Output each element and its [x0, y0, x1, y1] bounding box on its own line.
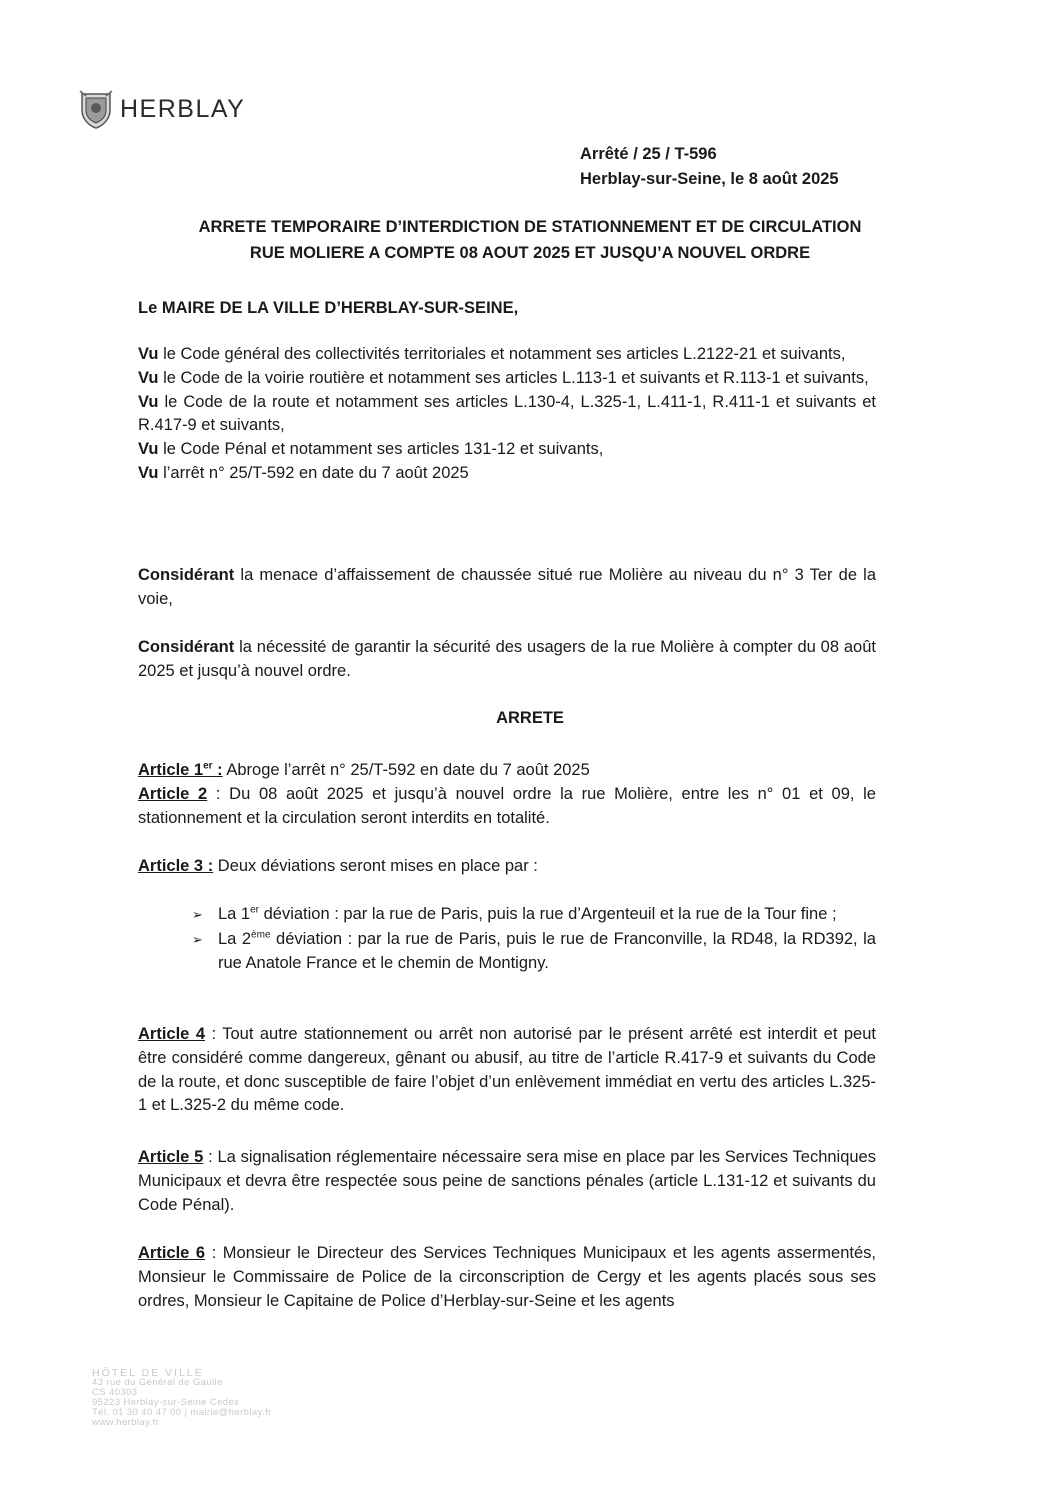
article-4	[138, 1023, 876, 1118]
deviation-list	[192, 903, 876, 976]
article-2	[138, 783, 876, 831]
footer-line: www.herblay.fr	[92, 1417, 160, 1428]
title-line-2: RUE MOLIERE A COMPTE 08 AOUT 2025 ET JUSQU’A NOUVEL ORDRE	[249, 244, 811, 262]
vu-text: le Code de la voirie routière et notamment ses articles L.113-1 et suivants et R.113-1 et suivants,	[158, 368, 869, 387]
article-1-label: Article 1er :	[138, 760, 223, 779]
considerant-2	[138, 636, 876, 684]
considerant-text: la nécessité de garantir la sécurité des usagers de la rue Molière à compter du 08 août 2025 et jusqu’à nouvel ordre.	[138, 638, 876, 680]
footer-line: HÔTEL DE VILLE	[92, 1367, 204, 1379]
article-4-label: Article 4	[138, 1025, 205, 1043]
logo-text: HERBLAY	[120, 94, 246, 123]
title-line-1: ARRETE TEMPORAIRE D’INTERDICTION DE STATIONNEMENT ET DE CIRCULATION	[198, 218, 862, 236]
considerant-lead: Considérant	[138, 638, 235, 656]
considerant-lead: Considérant	[138, 566, 235, 584]
vu-item	[138, 438, 876, 462]
considerant-text: la menace d’affaissement de chaussée situé rue Molière au niveau du n° 3 Ter de la voie,	[138, 566, 876, 608]
article-3	[138, 855, 876, 879]
article-5-label: Article 5	[138, 1148, 204, 1166]
article-4-text: : Tout autre stationnement ou arrêt non autorisé par le présent arrêté est interdit et peut être considéré comme dangereux, gênant ou abusif, au titre de l’article R.417-9 et suivants du Code de la route, et donc susceptible de faire l’objet d’un enlèvement immédiat en vertu des articles L.325-1 et L.325-2 du même code.	[138, 1025, 876, 1115]
vu-item	[138, 462, 876, 486]
vu-lead: Vu	[138, 345, 159, 363]
vu-text: le Code général des collectivités territoriales et notamment ses articles L.2122-21 et suivants,	[158, 345, 846, 363]
vu-item	[138, 391, 876, 439]
article-5-text: : La signalisation réglementaire nécessaire sera mise en place par les Services Techniques Municipaux et devra être respectée sous peine de sanctions pénales (article L.131-12 et suivants du Code Pénal).	[138, 1148, 876, 1214]
city-crest-icon	[76, 88, 116, 130]
arrete-heading: ARRETE	[496, 709, 564, 727]
decree-reference: Arrêté / 25 / T-596	[580, 145, 717, 163]
decree-title	[100, 214, 960, 266]
vu-item	[138, 367, 876, 391]
article-2-text: : Du 08 août 2025 et jusqu’à nouvel ordre la rue Molière, entre les n° 01 et 09, le stationnement et la circulation seront interdits en totalité.	[138, 784, 876, 827]
vu-text: l’arrêt n° 25/T-592 en date du 7 août 2025	[158, 463, 469, 482]
articles-1-2	[138, 759, 876, 830]
footer-line: 43 rue du Général de Gaulle	[92, 1377, 223, 1388]
footer-line: 95223 Herblay-sur-Seine Cedex	[92, 1397, 240, 1408]
vu-text: le Code de la route et notamment ses articles L.130-4, L.325-1, L.411-1, R.411-1 et suivants et R.417-9 et suivants,	[138, 392, 876, 435]
article-3-label: Article 3 :	[138, 857, 214, 875]
footer-line: Tél. 01 30 40 47 00 | mairie@herblay.fr	[92, 1407, 272, 1418]
vu-lead: Vu	[138, 368, 159, 387]
vu-lead: Vu	[138, 392, 159, 411]
vu-lead: Vu	[138, 440, 159, 459]
vu-item	[138, 343, 876, 367]
article-3-text: Deux déviations seront mises en place par :	[213, 857, 538, 875]
article-1	[138, 759, 876, 783]
herblay-logo	[76, 88, 245, 130]
place-date: Herblay-sur-Seine, le 8 août 2025	[580, 170, 839, 188]
article-1-text: Abroge l’arrêt n° 25/T-592 en date du 7 août 2025	[222, 761, 590, 779]
list-item: ➢ La 2ème déviation : par la rue de Paris, puis le rue de Franconville, la RD48, la RD392, la rue Anatole France et le chemin de Montigny.	[192, 929, 876, 972]
arrow-bullet-icon: ➢	[192, 907, 203, 922]
arrow-bullet-icon: ➢	[192, 931, 203, 947]
vu-text: le Code Pénal et notamment ses articles 131-12 et suivants,	[158, 440, 604, 459]
article-2-label: Article 2	[138, 784, 208, 803]
article-6	[138, 1242, 876, 1313]
footer-line: CS 40303	[92, 1387, 138, 1398]
footer-address	[92, 1368, 272, 1428]
vu-lead: Vu	[138, 463, 159, 482]
reference-block	[580, 142, 839, 192]
vu-section	[138, 343, 876, 486]
authority-line: Le MAIRE DE LA VILLE D’HERBLAY-SUR-SEINE,	[138, 299, 519, 317]
article-6-label: Article 6	[138, 1244, 206, 1262]
considerant-1	[138, 564, 876, 612]
article-6-text: : Monsieur le Directeur des Services Techniques Municipaux et les agents assermentés, Monsieur le Commissaire de Police de la circonscription de Cergy et les agents placés sous ses ordres, Monsieur le Capitaine de Police d’Herblay-sur-Seine et les agents	[138, 1244, 876, 1310]
article-5	[138, 1146, 876, 1217]
list-item: ➢ La 1er déviation : par la rue de Paris, puis la rue d’Argenteuil et la rue de la Tour fine ;	[192, 903, 876, 927]
